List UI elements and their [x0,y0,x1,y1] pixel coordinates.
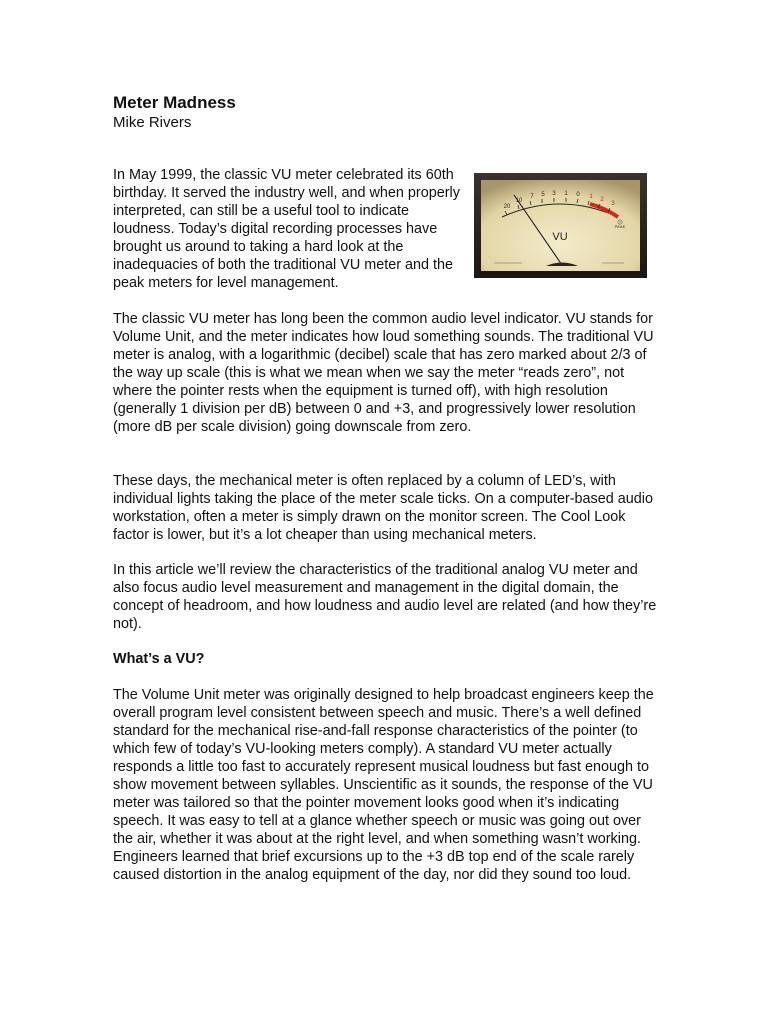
vu-scale-number: 1 [589,194,593,200]
article-title: Meter Madness [113,93,236,112]
vu-peak-label: PEAK [614,224,626,229]
body-paragraph: The classic VU meter has long been the common audio level indicator. VU stands for Volume Unit, and the meter indicates how loud something sounds. The traditional VU meter is analog, with a logarithmic (decibel) scale that has zero marked about 2/3 of the way up scale (this is what we mean when we say the meter “reads zero”, not where the pointer rests when the equipment is turned off), with high resolution (generally 1 division per dB) between 0 and +3, and progressively lower resolution (more dB per scale division) going downscale from zero. [113,311,654,435]
vu-scale-number: 3 [552,191,556,197]
section-heading: What’s a VU? [113,651,205,667]
vu-scale-number: 2 [600,197,604,203]
vu-scale-label: VU [552,231,568,243]
vu-peak-led [618,220,622,224]
section-paragraph: The Volume Unit meter was originally designed to help broadcast engineers keep the overall program level consistent between speech and music. There’s a well defined standard for the mechanical rise-and-fall response characteristics of the pointer (to which few of today’s VU-looking meters comply). A standard VU meter actually responds a little too fast to accurately represent musical loudness but fast enough to show movement between syllables. Unscientific as it sounds, the response of the VU meter was tailored so that the pointer movement looks good when it’s indicating speech. It was easy to tell at a glance whether speech or music was going out over the air, whether it was about at the right level, and when something wasn’t working. Engineers learned that brief excursions up to the +3 dB top end of the scale rarely caused distortion in the analog equipment of the day, nor did they sound too loud. [113,687,654,883]
vu-scale-number: 20 [503,204,511,210]
intro-paragraph: In May 1999, the classic VU meter celebrated its 60th birthday. It served the industry well, and when properly interpreted, can still be a useful tool to indicate loudness. Today’s digital recording processes have brought us around to taking a hard look at the inadequacies of both the traditional VU meter and the peak meters for level management. [113,167,460,291]
vu-scale-number: 10 [515,198,523,204]
vu-meter-photo [474,173,647,278]
body-paragraph: These days, the mechanical meter is often replaced by a column of LED’s, with individual lights taking the place of the meter scale ticks. On a computer-based audio workstation, often a meter is simply drawn on the monitor screen. The Cool Look factor is lower, but it’s a lot cheaper than using mechanical meters. [113,473,653,543]
article-author: Mike Rivers [113,114,192,131]
vu-scale-number: 0 [576,192,580,198]
vu-scale-number: 3 [611,201,615,207]
vu-meter-illustration [474,173,647,278]
vu-scale-number: 1 [564,191,568,197]
body-paragraph: In this article we’ll review the characteristics of the traditional analog VU meter and also focus audio level measurement and management in the digital domain, the concept of headroom, and how loudness and audio level are related (and how they’re not). [113,562,657,632]
vu-scale-number: 7 [530,194,534,200]
vu-scale-number: 5 [541,192,545,198]
